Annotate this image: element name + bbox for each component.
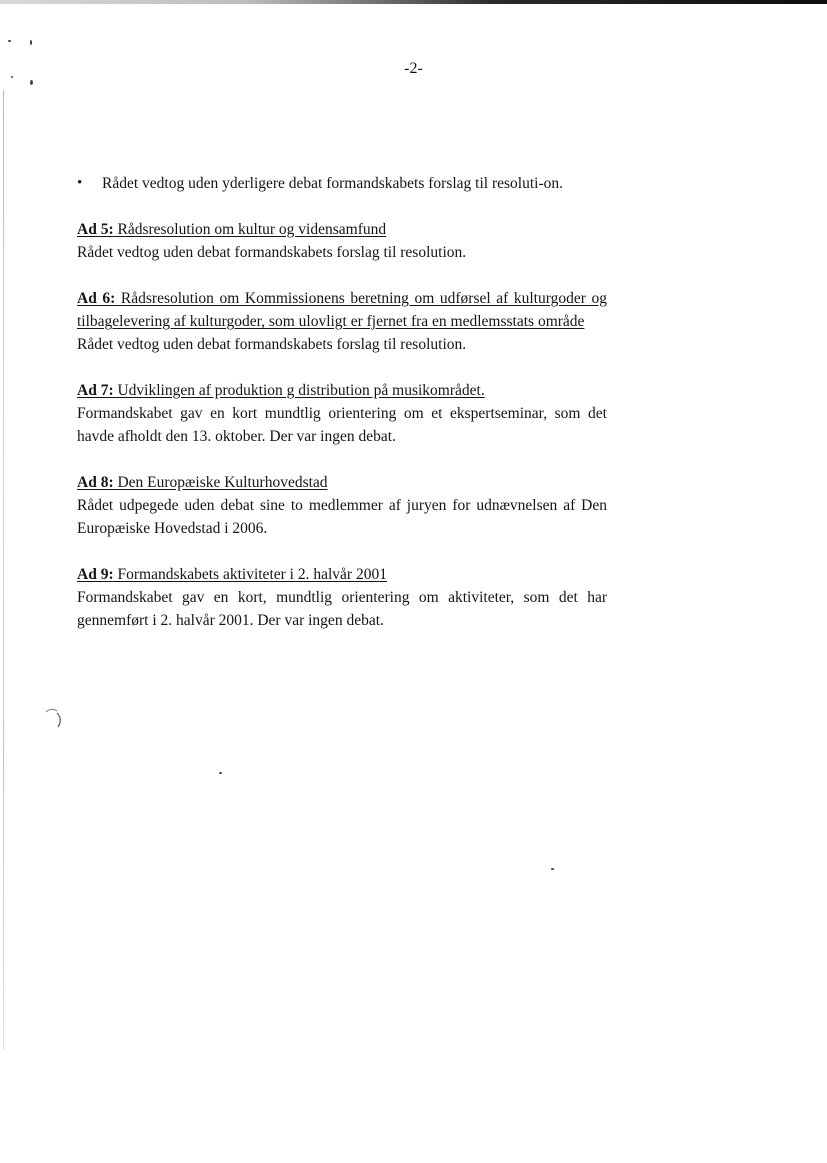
- section-number: Ad 5:: [77, 221, 114, 238]
- section-body: Rådet udpegede uden debat sine to medlemmer af juryen for udnævnelsen af Den Europæiske Hovedstad i 2006.: [77, 497, 607, 537]
- section-number: Ad 9:: [77, 566, 114, 583]
- section-title: Rådsresolution om Kommissionens beretning om udførsel af kulturgoder og tilbagelevering af kulturgoder, som ulovligt er fjernet fra en medlemsstats område: [77, 290, 607, 330]
- section-title: Rådsresolution om kultur og vidensamfund: [117, 221, 387, 238]
- section-number: Ad 6:: [77, 290, 116, 307]
- agenda-section-5: [77, 218, 607, 264]
- page-number: -2-: [404, 60, 423, 77]
- agenda-section-8: [77, 471, 607, 540]
- scan-speck: [219, 772, 222, 774]
- scan-speck: [30, 80, 33, 85]
- scan-left-edge: [3, 90, 4, 1050]
- agenda-section-9: [77, 563, 607, 632]
- section-heading: [77, 471, 607, 494]
- margin-mark: [44, 706, 64, 730]
- section-body: Rådet vedtog uden debat formandskabets forslag til resolution.: [77, 336, 467, 353]
- scan-speck: [30, 40, 32, 45]
- section-heading: [77, 563, 607, 586]
- section-heading: [77, 287, 607, 333]
- bullet-item: [77, 172, 607, 195]
- scan-top-edge: [0, 0, 827, 4]
- section-title: Udviklingen af produktion g distribution på musikområdet.: [117, 382, 485, 399]
- bullet-icon: •: [77, 175, 83, 191]
- scan-speck: [8, 40, 11, 42]
- section-heading: [77, 218, 607, 241]
- section-body: Formandskabet gav en kort mundtlig orientering om et ekspertseminar, som det havde afholdt den 13. oktober. Der var ingen debat.: [77, 405, 607, 445]
- section-body: Formandskabet gav en kort, mundtlig orientering om aktiviteter, som det har gennemført i 2. halvår 2001. Der var ingen debat.: [77, 589, 607, 629]
- section-body: Rådet vedtog uden debat formandskabets forslag til resolution.: [77, 244, 467, 261]
- agenda-section-6: [77, 287, 607, 356]
- scan-speck: [551, 868, 554, 870]
- section-title: Formandskabets aktiviteter i 2. halvår 2001: [117, 566, 387, 583]
- agenda-section-7: [77, 379, 607, 448]
- section-number: Ad 8:: [77, 474, 114, 491]
- section-number: Ad 7:: [77, 382, 114, 399]
- section-title: Den Europæiske Kulturhovedstad: [117, 474, 328, 491]
- document-body: [77, 172, 607, 632]
- bullet-text: Rådet vedtog uden yderligere debat formandskabets forslag til resoluti-on.: [102, 175, 563, 192]
- section-heading: [77, 379, 607, 402]
